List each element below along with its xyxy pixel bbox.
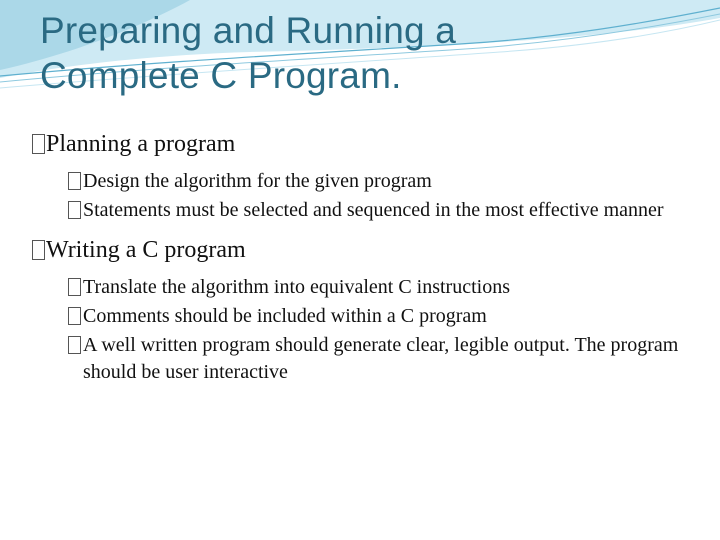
- bullet-text: Writing a C program: [46, 237, 246, 263]
- slide-title: [40, 8, 680, 98]
- bullet-box-icon: [68, 201, 81, 219]
- sub-bullet-text: A well written program should generate clear, legible output. The program should be user interactive: [83, 334, 679, 383]
- sub-bullet-design: [32, 168, 692, 195]
- title-line-1: Preparing and Running a: [40, 10, 457, 51]
- bullet-box-icon: [32, 134, 45, 154]
- sub-bullet-text: Statements must be selected and sequenced in the most effective manner: [83, 199, 664, 221]
- sub-bullet-comments: [32, 303, 692, 330]
- title-line-2: Complete C Program.: [40, 55, 402, 96]
- bullet-text: Planning a program: [46, 131, 236, 157]
- bullet-box-icon: [68, 336, 81, 354]
- sub-bullet-text: Translate the algorithm into equivalent C instructions: [83, 276, 510, 298]
- sub-bullet-output: [32, 332, 692, 386]
- slide-content: [32, 130, 692, 388]
- bullet-box-icon: [68, 278, 81, 296]
- sub-bullet-statements: [32, 197, 692, 224]
- bullet-planning: [32, 130, 692, 158]
- spacer: [32, 226, 692, 236]
- bullet-box-icon: [68, 172, 81, 190]
- bullet-box-icon: [68, 307, 81, 325]
- sub-bullet-text: Comments should be included within a C program: [83, 305, 487, 327]
- bullet-writing: [32, 236, 692, 264]
- sub-bullet-translate: [32, 274, 692, 301]
- sub-bullet-text: Design the algorithm for the given program: [83, 170, 432, 192]
- bullet-box-icon: [32, 240, 45, 260]
